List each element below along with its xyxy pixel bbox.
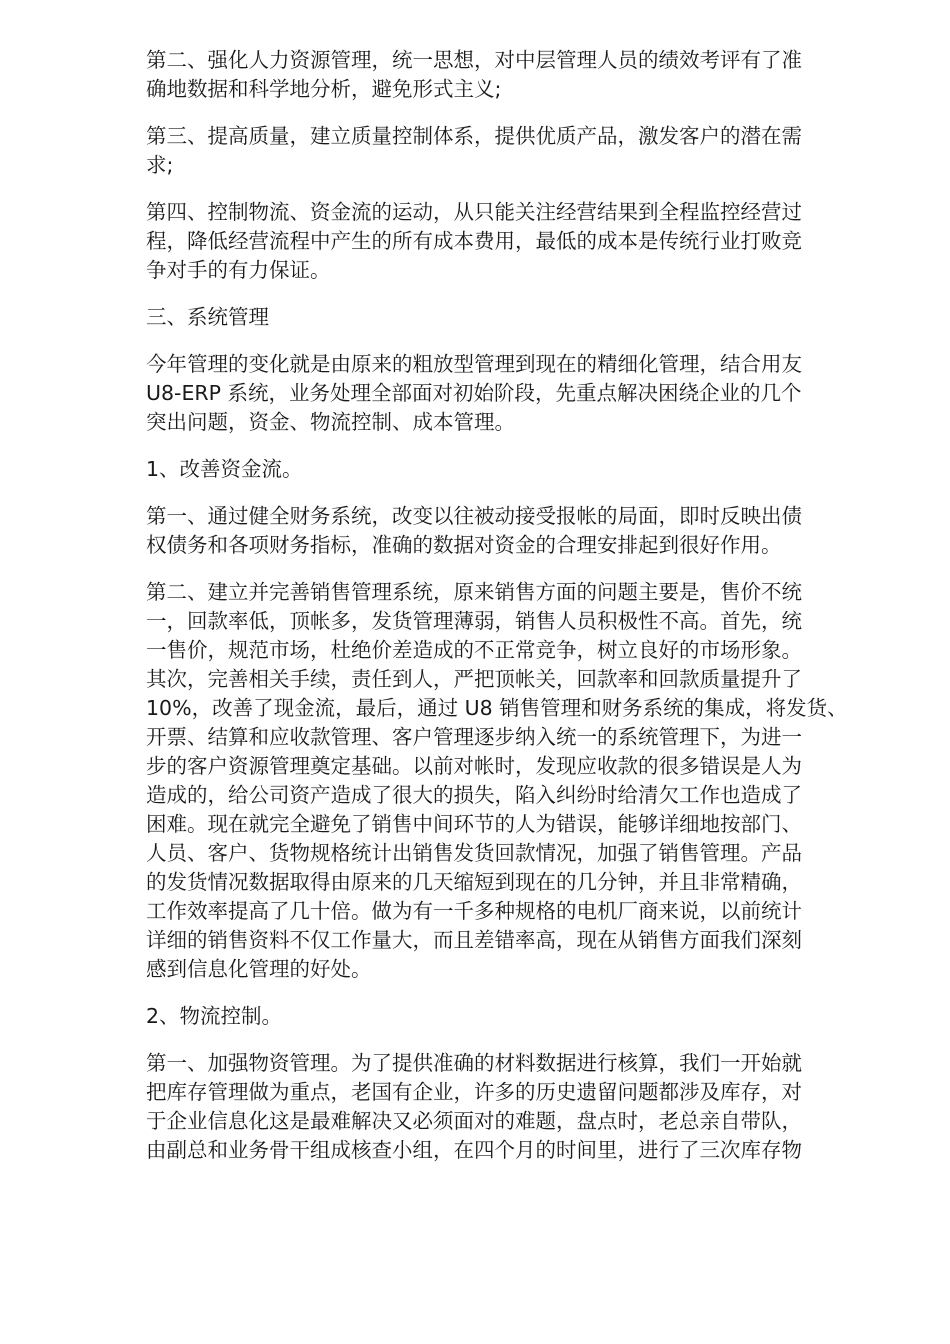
- text-line: 突出问题，资金、物流控制、成本管理。: [146, 410, 515, 434]
- text-line: 开票、结算和应收款管理、客户管理逐步纳入统一的系统管理下，为进一: [146, 725, 802, 749]
- paragraph: [146, 350, 866, 437]
- text-line: 的发货情况数据取得由原来的几天缩短到现在的几分钟，并且非常精确，: [146, 870, 802, 894]
- text-line: 确地数据和科学地分析，避免形式主义;: [146, 77, 502, 101]
- text-line: 其次，完善相关手续，责任到人，严把顶帐关，回款率和回款质量提升了: [146, 667, 802, 691]
- text-line: 今年管理的变化就是由原来的粗放型管理到现在的精细化管理，结合用友: [146, 352, 802, 376]
- text-line: 由副总和业务骨干组成核查小组，在四个月的时间里，进行了三次库存物: [146, 1138, 802, 1162]
- text-line: 权债务和各项财务指标，准确的数据对资金的合理安排起到很好作用。: [146, 533, 782, 557]
- text-line: 第二、建立并完善销售管理系统，原来销售方面的问题主要是，售价不统: [146, 580, 802, 604]
- paragraph: [146, 1049, 866, 1165]
- text-line: 感到信息化管理的好处。: [146, 957, 372, 981]
- text-line: 争对手的有力保证。: [146, 258, 331, 282]
- text-line: 把库存管理做为重点，老国有企业，许多的历史遗留问题都涉及库存，对: [146, 1080, 802, 1104]
- text-line: 求;: [146, 153, 174, 177]
- paragraph: [146, 198, 866, 285]
- paragraph: [146, 1002, 866, 1031]
- text-line: 2、物流控制。: [146, 1004, 283, 1028]
- text-line: 第一、通过健全财务系统，改变以往被动接受报帐的局面，即时反映出债: [146, 504, 802, 528]
- text-line: 一售价，规范市场，杜绝价差造成的不正常竞争，树立良好的市场形象。: [146, 638, 802, 662]
- paragraph: [146, 46, 866, 104]
- text-line: 第三、提高质量，建立质量控制体系，提供优质产品，激发客户的潜在需: [146, 124, 802, 148]
- text-line: 困难。现在就完全避免了销售中间环节的人为错误，能够详细地按部门、: [146, 812, 802, 836]
- text-line: 1、改善资金流。: [146, 457, 303, 481]
- paragraph: [146, 303, 866, 332]
- paragraph: [146, 578, 866, 984]
- paragraph: [146, 455, 866, 484]
- text-line: 于企业信息化这是最难解决又必须面对的难题，盘点时，老总亲自带队，: [146, 1109, 802, 1133]
- text-line: 造成的，给公司资产造成了很大的损失，陷入纠纷时给清欠工作也造成了: [146, 783, 802, 807]
- text-line: 第一、加强物资管理。为了提供准确的材料数据进行核算，我们一开始就: [146, 1051, 802, 1075]
- text-line: 第四、控制物流、资金流的运动，从只能关注经营结果到全程监控经营过: [146, 200, 802, 224]
- text-line: 三、系统管理: [146, 305, 269, 329]
- text-line: 10%，改善了现金流，最后，通过 U8 销售管理和财务系统的集成，将发货、: [146, 696, 848, 720]
- text-line: 一，回款率低，顶帐多，发货管理薄弱，销售人员积极性不高。首先，统: [146, 609, 802, 633]
- document-body: [146, 46, 950, 1165]
- text-line: U8-ERP 系统，业务处理全部面对初始阶段，先重点解决困绕企业的几个: [146, 381, 802, 405]
- text-line: 程，降低经营流程中产生的所有成本费用，最低的成本是传统行业打败竞: [146, 229, 802, 253]
- text-line: 工作效率提高了几十倍。做为有一千多种规格的电机厂商来说，以前统计: [146, 899, 802, 923]
- paragraph: [146, 122, 866, 180]
- text-line: 人员、客户、货物规格统计出销售发货回款情况，加强了销售管理。产品: [146, 841, 802, 865]
- paragraph: [146, 502, 866, 560]
- text-line: 第二、强化人力资源管理，统一思想，对中层管理人员的绩效考评有了准: [146, 48, 802, 72]
- text-line: 详细的销售资料不仅工作量大，而且差错率高，现在从销售方面我们深刻: [146, 928, 802, 952]
- text-line: 步的客户资源管理奠定基础。以前对帐时，发现应收款的很多错误是人为: [146, 754, 802, 778]
